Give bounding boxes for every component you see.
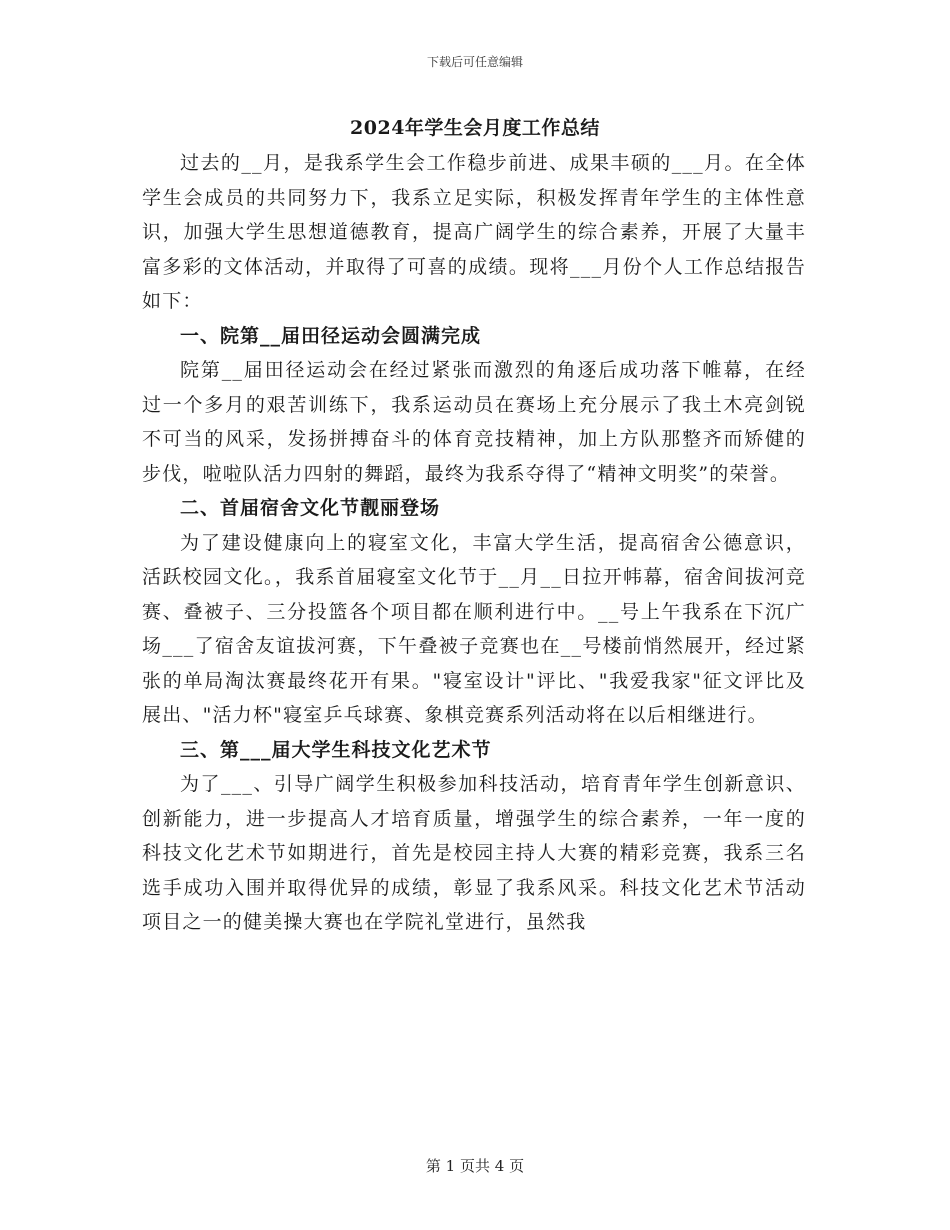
- document-body: [142, 146, 806, 940]
- section-3-paragraph: 为了___、引导广阔学生积极参加科技活动，培育青年学生创新意识、创新能力，进一步提高人才培育质量，增强学生的综合素养，一年一度的科技文化艺术节如期进行，首先是校园主持人大赛的精彩竞赛，我系三名选手成功入围并取得优异的成绩，彰显了我系风采。科技文化艺术节活动项目之一的健美操大赛也在学院礼堂进行，虽然我: [142, 773, 806, 933]
- document-title: 2024年学生会月度工作总结: [350, 117, 600, 139]
- section-3-heading: 三、第___届大学生科技文化艺术节: [180, 738, 492, 761]
- section-2-paragraph: 为了建设健康向上的寝室文化，丰富大学生活，提高宿舍公德意识，活跃校园文化。，我系首届寝室文化节于__月__日拉开帏幕，宿舍间拔河竞赛、叠被子、三分投篮各个项目都在顺利进行中。__号上午我系在下沉广场___了宿舍友谊拔河赛，下午叠被子竞赛也在__号楼前悄然展开，经过紧张的单局淘汰赛最终花开有果。"寝室设计"评比、"我爱我家"征文评比及展出、"活力杯"寝室乒乓球赛、象棋竞赛系列活动将在以后相继进行。: [142, 531, 806, 726]
- section-2-heading: 二、首届宿舍文化节靓丽登场: [180, 497, 441, 519]
- section-1-paragraph: 院第__届田径运动会在经过紧张而激烈的角逐后成功落下帷幕，在经过一个多月的艰苦训练下，我系运动员在赛场上充分展示了我土木亮剑锐不可当的风采，发扬拼搏奋斗的体育竞技精神，加上方队那整齐而矫健的步伐，啦啦队活力四射的舞蹈，最终为我系夺得了“精神文明奖”的荣誉。: [142, 359, 806, 485]
- page-header-note: 下载后可任意编辑: [426, 55, 523, 69]
- page-number-footer: 第 1 页共 4 页: [425, 1157, 525, 1175]
- intro-paragraph: 过去的__月，是我系学生会工作稳步前进、成果丰硕的___月。在全体学生会成员的共同努力下，我系立足实际，积极发挥青年学生的主体性意识，加强大学生思想道德教育，提高广阔学生的综合素养，开展了大量丰富多彩的文体活动，并取得了可喜的成绩。现将___月份个人工作总结报告如下：: [142, 152, 806, 312]
- section-1-heading: 一、院第__届田径运动会圆满完成: [180, 324, 482, 347]
